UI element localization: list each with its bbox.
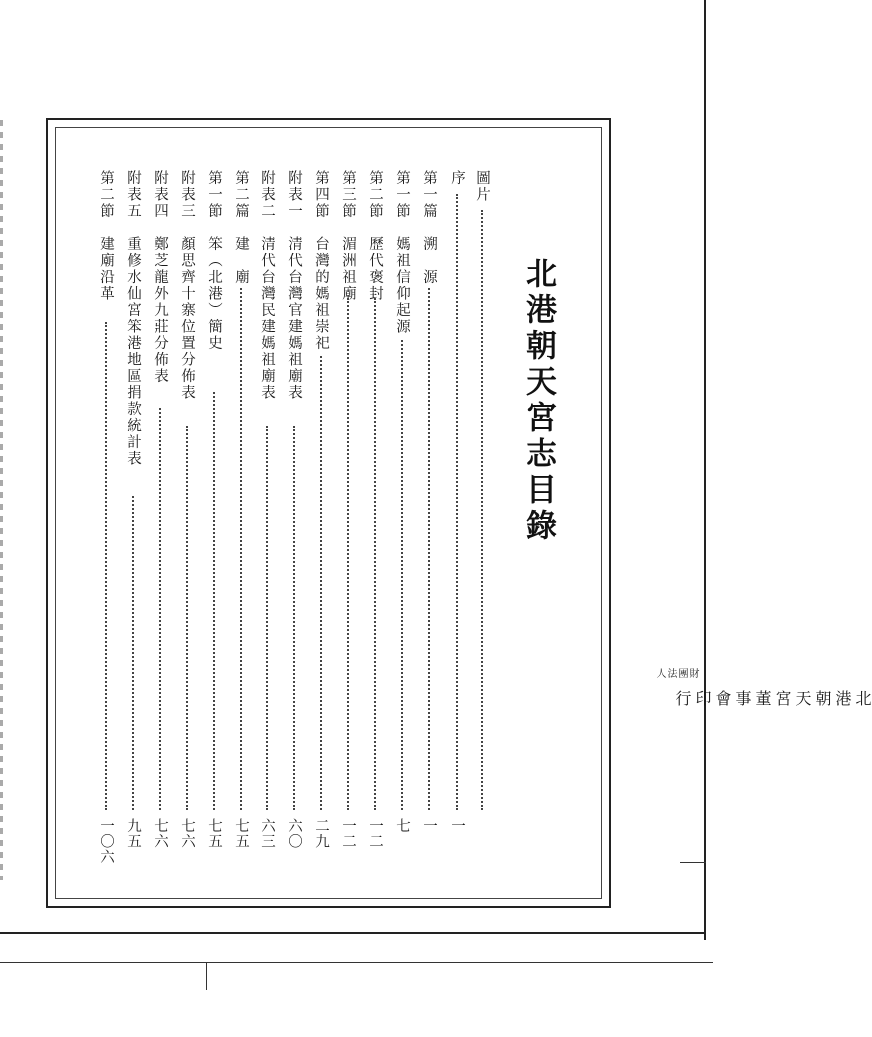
toc-entry-page: 七六 xyxy=(152,818,168,849)
toc-entry-label: 第一篇 溯 源 xyxy=(421,170,437,286)
toc-leader xyxy=(347,298,349,810)
toc-entry-label: 圖片 xyxy=(474,170,490,203)
toc-entry-label: 第一節 媽祖信仰起源 xyxy=(394,170,410,335)
toc-entry xyxy=(176,170,198,890)
toc-leader xyxy=(428,288,430,810)
toc-leader xyxy=(401,340,403,810)
toc-entry xyxy=(446,170,468,890)
toc-entry-label: 第二篇 建 廟 xyxy=(233,170,249,286)
toc-entry xyxy=(391,170,413,890)
toc-entry-page: 七 xyxy=(394,818,410,834)
toc-entry xyxy=(471,170,493,890)
toc-leader xyxy=(481,210,483,810)
toc-leader xyxy=(159,408,161,810)
toc-title: 北港朝天宮志目錄 xyxy=(520,257,556,545)
toc-entry-page: 一 xyxy=(421,818,437,834)
toc-entry xyxy=(149,170,171,890)
toc-entry-label: 附表一 清代台灣官建媽祖廟表 xyxy=(286,170,302,401)
toc-leader xyxy=(105,322,107,810)
toc-leader xyxy=(213,392,215,810)
publisher-prefix-line-1: 財團 xyxy=(676,668,698,679)
toc-entry-label: 第三節 湄洲祖廟 xyxy=(340,170,356,302)
toc-entry xyxy=(95,170,117,890)
toc-leader xyxy=(186,426,188,810)
toc-entry-label: 第一節 笨（北港）簡史 xyxy=(206,170,222,352)
toc-entry xyxy=(283,170,305,890)
toc-leader xyxy=(456,194,458,810)
toc-entry xyxy=(418,170,440,890)
toc-entry-page: 七五 xyxy=(206,818,222,849)
publisher-prefix-line-2: 法人 xyxy=(654,668,676,679)
toc-entry-label: 附表三 顏思齊十寨位置分佈表 xyxy=(179,170,195,401)
toc-leader xyxy=(320,356,322,810)
toc-entry-page: 七五 xyxy=(233,818,249,849)
toc-entry-label: 附表四 鄭芝龍外九莊分佈表 xyxy=(152,170,168,385)
toc-entry xyxy=(310,170,332,890)
toc-entry xyxy=(256,170,278,890)
page-edge-right xyxy=(704,0,706,940)
publisher-rule xyxy=(680,862,706,863)
toc-leader xyxy=(374,298,376,810)
toc-leader xyxy=(293,426,295,810)
toc-entry-page: 六〇 xyxy=(286,818,302,849)
toc-leader xyxy=(240,288,242,810)
spine-mark xyxy=(206,962,207,990)
toc-entry-page: 一 xyxy=(449,818,465,834)
toc-entry-page: 一〇六 xyxy=(98,818,114,865)
toc-entry-page: 二九 xyxy=(313,818,329,849)
toc-entry xyxy=(203,170,225,890)
toc-entry-page: 九五 xyxy=(125,818,141,849)
publisher-prefix xyxy=(654,668,698,679)
toc-leader xyxy=(266,426,268,810)
toc-entry-label: 序 xyxy=(449,170,465,187)
page-bottom-edge xyxy=(0,932,706,934)
toc-entry-page: 一二 xyxy=(367,818,383,849)
toc-entry-label: 第四節 台灣的媽祖崇祀 xyxy=(313,170,329,352)
toc-entry-label: 第二節 建廟沿革 xyxy=(98,170,114,302)
toc-leader xyxy=(132,496,134,810)
page-edge-left xyxy=(0,120,3,880)
publisher-name: 北港朝天宮董事會印行 xyxy=(673,690,872,708)
toc-entry xyxy=(230,170,252,890)
toc-entry xyxy=(337,170,359,890)
toc-entry xyxy=(364,170,386,890)
toc-entry-label: 附表五 重修水仙宮笨港地區捐款統計表 xyxy=(125,170,141,467)
toc-entry-label: 附表二 清代台灣民建媽祖廟表 xyxy=(259,170,275,401)
toc-entry-page: 一二 xyxy=(340,818,356,849)
below-page-line xyxy=(0,962,713,963)
toc-entry-page: 七六 xyxy=(179,818,195,849)
toc-entry-label: 第二節 歷代褒封 xyxy=(367,170,383,302)
toc-entry xyxy=(122,170,144,890)
toc-entry-page: 六三 xyxy=(259,818,275,849)
